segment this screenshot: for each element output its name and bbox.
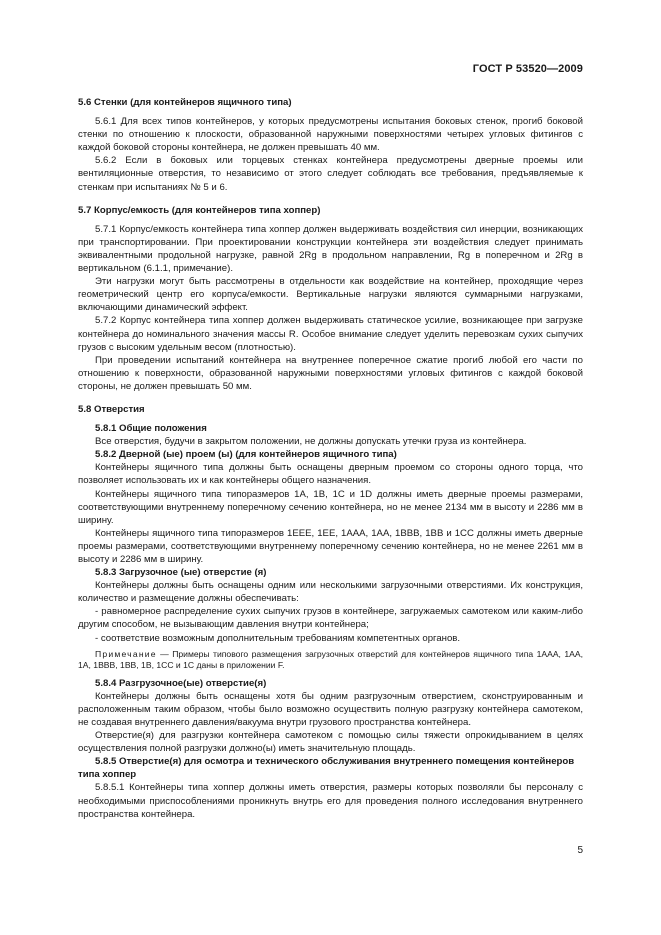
paragraph-5-8-4-a: Контейнеры должны быть оснащены хотя бы одним разгрузочным отверстием, сконструированным и расположенным таким образом, чтобы было возможно осуществить полную разгрузку контейнера самотеком, не создавая внутреннего давления/вакуума внутри грузового пространства контейнера. [78,690,583,728]
document-header: ГОСТ Р 53520—2009 [472,63,583,75]
document-body [78,94,583,821]
section-5-8-4-heading: 5.8.4 Разгрузочное(ые) отверстие(я) [95,677,267,689]
paragraph-5-8-2-b: Контейнеры ящичного типа типоразмеров 1А, 1В, 1С и 1D должны иметь дверные проемы размерами, соответствующими внутреннему поперечному сечению контейнера, но не менее 2134 мм в высоту и 2286 мм в ширину. [78,488,583,526]
paragraph-5-8-3-b: - равномерное распределение сухих сыпучих грузов в контейнере, загружаемых самотеком или каким-либо другим способом, не вызывающим давления внутри контейнера; [78,606,583,631]
paragraph-5-6-1: 5.6.1 Для всех типов контейнеров, у которых предусмотрены испытания боковых стенок, прогиб боковой стенки по отношению к плоскости, образованной наружными поверхностями четырех угловых фитингов с каждой боковой стороны контейнера, не должен превышать 40 мм. [78,116,583,154]
paragraph-5-7-2: 5.7.2 Корпус контейнера типа хоппер должен выдерживать статическое усилие, возникающее при загрузке контейнера до номинального значения массы R. Особое внимание следует уделить перевозкам сухих сыпучих грузов с высоким удельным весом (плотностью). [78,315,583,353]
section-5-7-heading: 5.7 Корпус/емкость (для контейнеров типа хоппер) [78,204,321,216]
section-5-8-3-heading: 5.8.3 Загрузочное (ые) отверстие (я) [95,567,267,579]
note-5-8-3 [78,649,583,672]
note-label: Примечание [95,648,157,659]
paragraph-5-8-3-c: - соответствие возможным дополнительным требованиям компетентных органов. [95,632,461,644]
paragraph-5-8-3-a: Контейнеры должны быть оснащены одним или несколькими загрузочными отверстиями. Их конструкция, количество и размещение должны обеспечивать: [78,580,583,605]
paragraph-5-8-2-a: Контейнеры ящичного типа должны быть оснащены дверным проемом со стороны одного торца, что позволяет использовать их и как контейнеры общего назначения. [78,462,583,487]
page-number: 5 [577,845,583,856]
paragraph-5-7-1: 5.7.1 Корпус/емкость контейнера типа хоппер должен выдерживать воздействия сил инерции, возникающих при транспортировании. При проектировании конструкции контейнера эти воздействия следует принимать эквивалентными продольной нагрузке, равной 2Rg в продольном направлении, Rg в поперечном и 2Rg в вертикальном (6.1.1, примечание). [78,223,583,275]
paragraph-5-8-5-1: 5.8.5.1 Контейнеры типа хоппер должны иметь отверстия, размеры которых позволяли бы персоналу с необходимыми приспособлениями проникнуть внутрь его для проведения полного исследования внутреннего пространства контейнера. [78,782,583,820]
section-5-8-heading: 5.8 Отверстия [78,403,145,415]
paragraph-5-7-1-cont: Эти нагрузки могут быть рассмотрены в отдельности как воздействие на контейнер, проходящие через геометрический центр его корпуса/емкости. Вертикальные нагрузки являются суммарными нагрузками, включающими динамический эффект. [78,276,583,314]
section-5-6-heading: 5.6 Стенки (для контейнеров ящичного типа) [78,97,292,108]
section-5-8-2-heading: 5.8.2 Дверной (ые) проем (ы) (для контейнеров ящичного типа) [95,449,397,461]
paragraph-5-8-4-b: Отверстие(я) для разгрузки контейнера самотеком с помощью силы тяжести опрокидыванием в целях осуществления полной разгрузки должно(ы) иметь значительную площадь. [78,730,583,755]
section-5-8-1-heading: 5.8.1 Общие положения [95,423,207,435]
section-5-8-5-heading: 5.8.5 Отверстие(я) для осмотра и технического обслуживания внутреннего помещения контейнеров типа хоппер [78,756,575,781]
paragraph-5-6-2: 5.6.2 Если в боковых или торцевых стенках контейнера предусмотрены дверные проемы или вентиляционные отверстия, то независимо от этого следует соблюдать все требования, предъявляемые к стенкам при испытаниях № 5 и 6. [78,155,583,193]
note-text: — Примеры типового размещения загрузочных отверстий для контейнеров ящичного типа 1ААА, 1АА, 1А, 1ВВВ, 1ВВ, 1В, 1СС и 1С даны в приложении F. [78,648,583,671]
paragraph-5-7-2-cont: При проведении испытаний контейнера на внутреннее поперечное сжатие прогиб любой его части по отношению к поверхности, образованной наружными поверхностями угловых фитингов с каждой боковой стороны, не должен превышать 50 мм. [78,354,583,392]
paragraph-5-8-1: Все отверстия, будучи в закрытом положении, не должны допускать утечки груза из контейнера. [95,436,527,448]
paragraph-5-8-2-c: Контейнеры ящичного типа типоразмеров 1EEE, 1EE, 1ААА, 1АА, 1ВВВ, 1ВВ и 1СС должны иметь дверные проемы размерами, соответствующими внутреннему поперечному сечению контейнера, но не менее 2261 мм в высоту и 2286 мм в ширину. [78,527,583,565]
